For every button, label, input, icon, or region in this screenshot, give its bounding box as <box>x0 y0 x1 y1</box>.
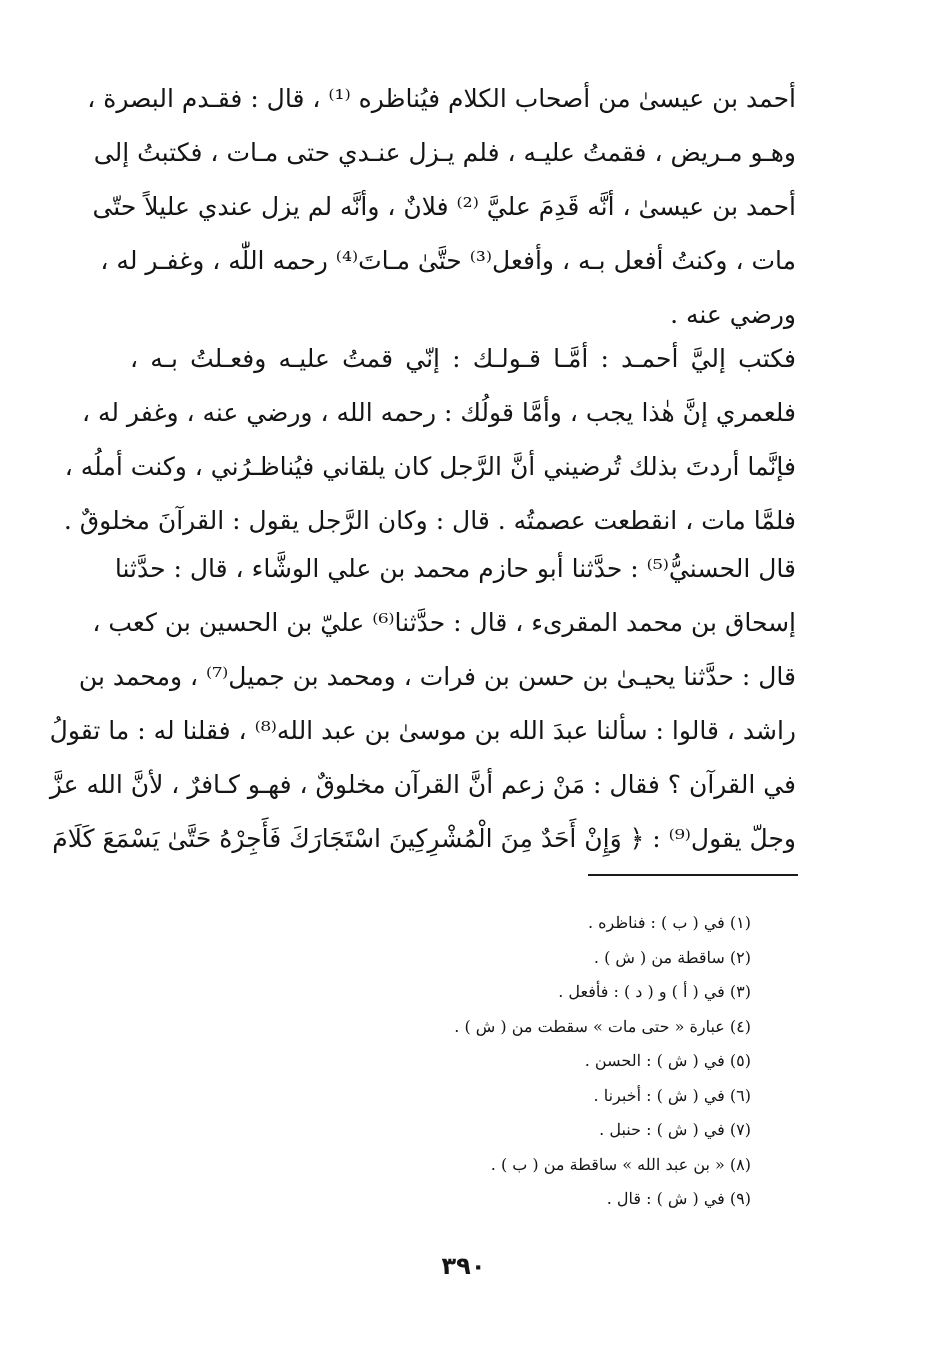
text-line: قال : حدَّثنا يحيـىٰ بن حسن بن فرات ، ومحمد بن جميل⁽⁷⁾ ، ومحمد بن <box>78 662 796 691</box>
footnote: (٩) في ( ش ) : قال . <box>606 1189 751 1208</box>
text-line: وجلّ يقول⁽⁹⁾ : ﴿ وَإِنْ أَحَدٌ مِنَ الْمُشْرِكِينَ اسْتَجَارَكَ فَأَجِرْهُ حَتَّىٰ يَسْمَعَ كَلَامَ <box>52 824 796 853</box>
footnote: (٤) عبارة « حتى مات » سقطت من ( ش ) . <box>454 1016 751 1036</box>
text-line: أحمد بن عيسىٰ من أصحاب الكلام فيُناظره ⁽¹⁾ ، قال : فقـدم البصرة ، <box>87 84 796 113</box>
text-line: قال الحسنيُّ⁽⁵⁾ : حدَّثنا أبو حازم محمد بن علي الوشَّاء ، قال : حدَّثنا <box>114 554 796 583</box>
text-line: وهـو مـريض ، فقمتُ عليـه ، فلم يـزل عنـدي حتى مـات ، فكتبتُ إلى <box>93 138 796 167</box>
footnote-divider <box>588 874 798 876</box>
footnote: (٦) في ( ش ) : أخبرنا . <box>593 1085 751 1105</box>
paragraph-2 <box>63 332 796 548</box>
text-line: إسحاق بن محمد المقرىء ، قال : حدَّثنا⁽⁶⁾ عليّ بن الحسين بن كعب ، <box>92 608 796 637</box>
text-line: مات ، وكنتُ أفعل بـه ، وأفعل⁽³⁾ حتَّىٰ مـاتَ⁽⁴⁾ رحمه اللّٰه ، وغفـر له ، <box>100 246 796 275</box>
text-line: أحمد بن عيسىٰ ، أنَّه قَدِمَ عليَّ ⁽²⁾ فلانٌ ، وأنَّه لم يزل عندي عليلاً حتّى <box>92 192 796 221</box>
text-line: ورضي عنه . <box>670 300 796 329</box>
text-line: فكتب إليَّ أحمـد : أمَّـا قـولـك : إنّي قمتُ عليـه وفعـلتُ بـه ، <box>130 344 796 373</box>
footnote: (٣) في ( أ ) و ( د ) : فأفعل . <box>558 982 751 1001</box>
paragraph-1 <box>87 72 796 342</box>
page-number: ٣٩٠ <box>441 1252 486 1280</box>
paragraph-3 <box>49 542 796 866</box>
footnote: (٢) ساقطة من ( ش ) . <box>593 947 751 967</box>
footnote: (١) في ( ب ) : فناظره . <box>588 913 751 932</box>
text-line: فلعمري إنَّ هٰذا يجب ، وأمَّا قولُك : رحمه الله ، ورضي عنه ، وغفر له ، <box>81 398 796 427</box>
text-line: فإنَّما أردتَ بذلك تُرضيني أنَّ الرَّجل كان يلقاني فيُناظـرُني ، وكنت أملُه ، <box>64 452 796 481</box>
footnote: (٨) « بن عبد الله » ساقطة من ( ب ) . <box>490 1154 751 1174</box>
text-line: في القرآن ؟ فقال : مَنْ زعم أنَّ القرآن مخلوقٌ ، فهـو كـافرٌ ، لأنَّ الله عزَّ <box>49 770 796 799</box>
text-line: راشد ، قالوا : سألنا عبدَ الله بن موسىٰ بن عبد الله⁽⁸⁾ ، فقلنا له : ما تقولُ <box>49 716 796 745</box>
text-line: فلمَّا مات ، انقطعت عصمتُه . قال : وكان الرَّجل يقول : القرآنَ مخلوقٌ . <box>63 506 796 535</box>
footnotes <box>251 906 751 1217</box>
footnote: (٧) في ( ش ) : حنبل . <box>599 1120 751 1139</box>
footnote: (٥) في ( ش ) : الحسن . <box>584 1051 751 1070</box>
